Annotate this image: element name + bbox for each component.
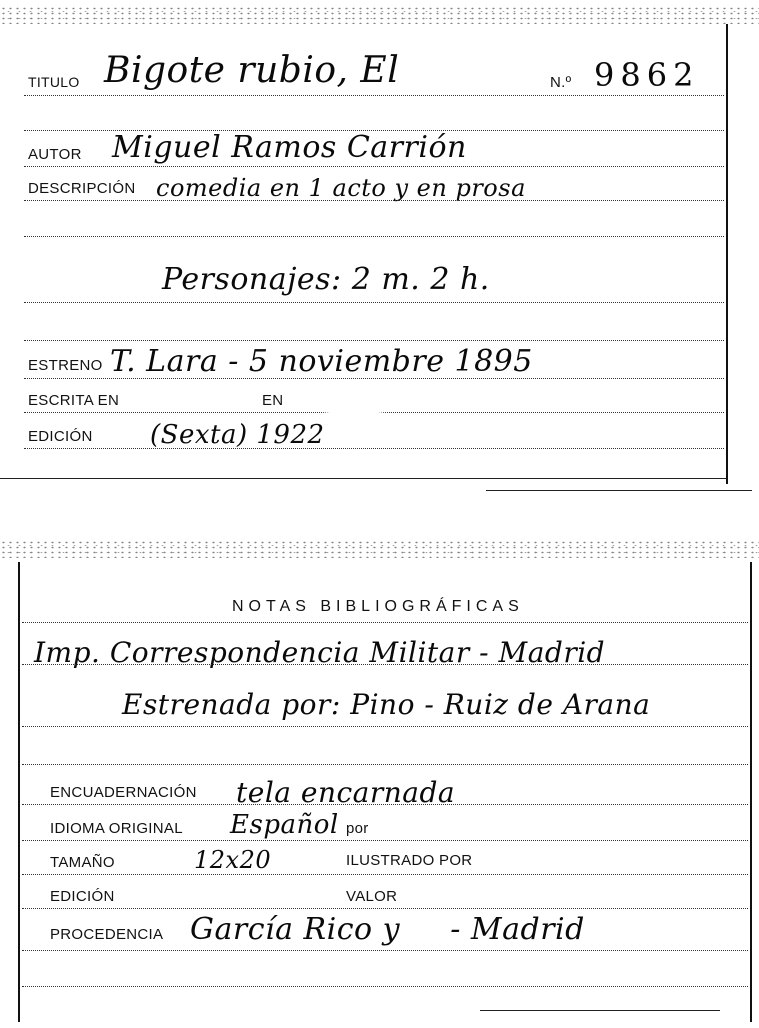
escrita-en-label: ESCRITA EN	[28, 392, 120, 409]
rule-blank-3	[24, 340, 724, 341]
personajes-value: Personajes: 2 m. 2 h.	[162, 262, 490, 297]
rule-tamano	[22, 874, 748, 875]
por-label: por	[346, 820, 369, 837]
rule-personajes	[24, 302, 724, 303]
erasure-mark	[330, 388, 378, 440]
catalog-card-main	[0, 0, 759, 500]
card-bottom-edge-2	[480, 1010, 720, 1011]
card-frame-right-2	[750, 562, 752, 1022]
autor-label: AUTOR	[28, 146, 82, 163]
procedencia-value: García Rico y - Madrid	[190, 912, 585, 947]
idioma-label: IDIOMA ORIGINAL	[50, 820, 183, 837]
encuadernacion-label: ENCUADERNACIÓN	[50, 784, 197, 801]
rule-heading	[22, 622, 748, 623]
estreno-label: ESTRENO	[28, 357, 103, 374]
card-bottom-edge-outer	[486, 490, 752, 491]
card-bottom-edge	[0, 478, 726, 479]
notas-heading: NOTAS BIBLIOGRÁFICAS	[232, 598, 524, 615]
rule-blank-4	[22, 764, 748, 765]
rule-titulo	[24, 95, 724, 96]
rule-procedencia	[22, 950, 748, 951]
rule-estreno	[24, 378, 724, 379]
rule-autor	[24, 166, 724, 167]
rule-note-2	[22, 726, 748, 727]
idioma-value: Español	[230, 810, 339, 840]
tamano-label: TAMAÑO	[50, 854, 115, 871]
rule-edicion-2	[22, 908, 748, 909]
rule-note-1	[22, 664, 748, 665]
tamano-value: 12x20	[194, 846, 272, 874]
rule-edicion	[24, 448, 724, 449]
procedencia-label: PROCEDENCIA	[50, 926, 164, 943]
note-estrenada: Estrenada por: Pino - Ruiz de Arana	[122, 688, 651, 721]
edicion-value: (Sexta) 1922	[150, 420, 325, 450]
encuadernacion-value: tela encarnada	[236, 776, 456, 809]
rule-blank-2	[24, 236, 724, 237]
rule-blank-5	[22, 986, 748, 987]
en-label: EN	[262, 392, 284, 409]
ilustrado-label: ILUSTRADO POR	[346, 852, 473, 869]
edicion-label: EDICIÓN	[28, 428, 93, 445]
numero-value: 9862	[594, 56, 700, 94]
descripcion-label: DESCRIPCIÓN	[28, 180, 136, 197]
descripcion-value: comedia en 1 acto y en prosa	[156, 174, 526, 202]
rule-descripcion	[24, 200, 724, 201]
card-frame-right	[726, 24, 728, 484]
rule-encuadernacion	[22, 804, 748, 805]
edicion-label-2: EDICIÓN	[50, 888, 115, 905]
catalog-card-notes	[0, 540, 759, 1028]
note-imprenta: Imp. Correspondencia Militar - Madrid	[34, 636, 606, 669]
titulo-label: TITULO	[28, 74, 80, 90]
card-frame-left	[18, 562, 20, 1022]
valor-label: VALOR	[346, 888, 398, 905]
numero-label: N.º	[550, 74, 572, 91]
autor-value: Miguel Ramos Carrión	[112, 130, 467, 165]
estreno-value: T. Lara - 5 noviembre 1895	[110, 344, 533, 379]
rule-idioma	[22, 840, 748, 841]
titulo-value: Bigote rubio, El	[104, 50, 400, 91]
